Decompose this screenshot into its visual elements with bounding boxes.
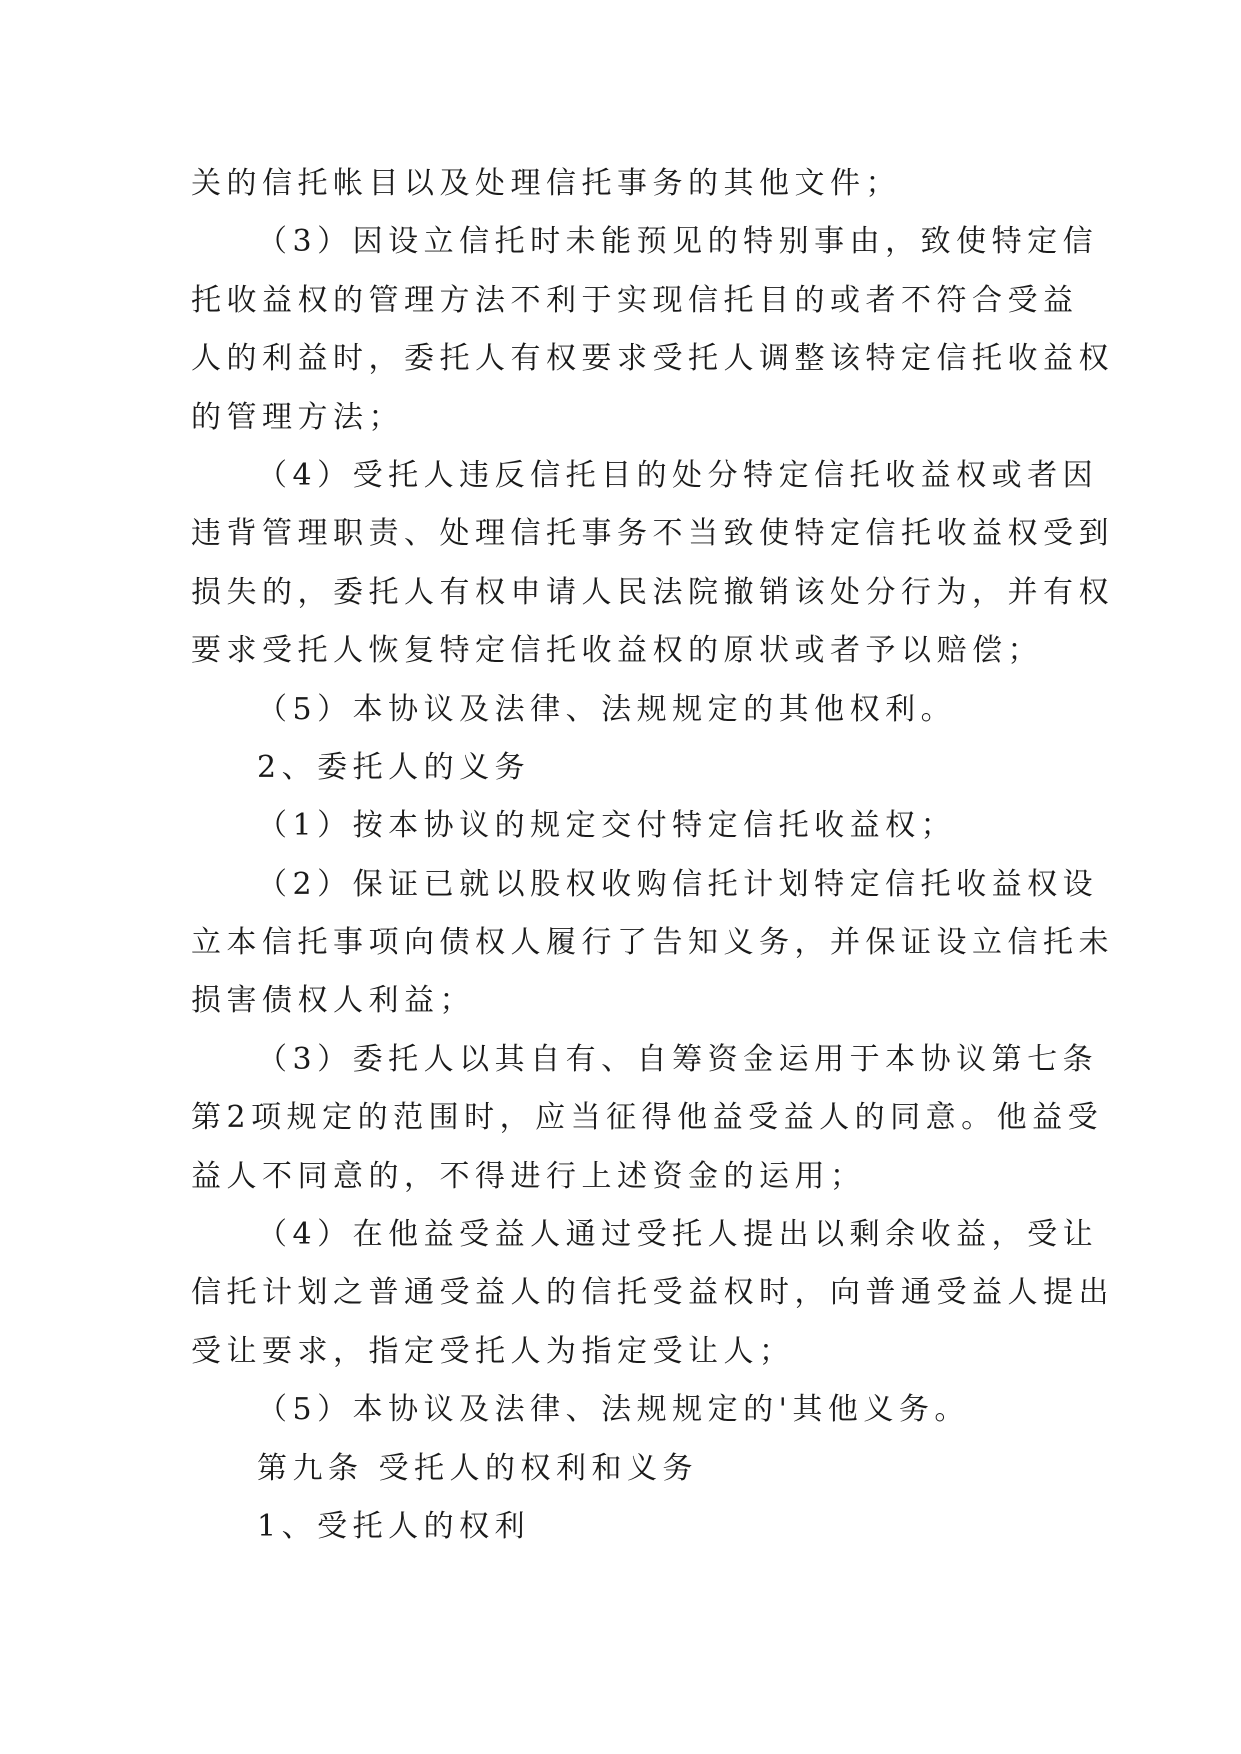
text-line: 信托计划之普通受益人的信托受益权时，向普通受益人提出 [191,1275,1114,1311]
text-line: （5）本协议及法律、法规规定的其他权利。 [257,691,957,727]
text-line: 第2项规定的范围时，应当征得他益受益人的同意。他益受 [191,1100,1104,1136]
text-line: （4）在他益受益人通过受托人提出以剩余收益，受让 [257,1217,1099,1253]
text-line: （5）本协议及法律、法规规定的'其他义务。 [257,1392,970,1428]
text-line: 立本信托事项向债权人履行了告知义务，并保证设立信托未 [191,925,1114,961]
text-line: 关的信托帐目以及处理信托事务的其他文件； [191,166,901,201]
text-line: 益人不同意的，不得进行上述资金的运用； [191,1158,866,1194]
text-line: 损害债权人利益； [191,983,475,1019]
section-heading: 2、委托人的义务 [257,749,531,785]
text-line: 的管理方法； [191,399,404,435]
text-line: （2）保证已就以股权收购信托计划特定信托收益权设 [257,866,1099,902]
section-heading: 1、受托人的权利 [257,1508,531,1544]
article-heading: 第九条 受托人的权利和义务 [257,1450,699,1486]
text-line: （3）委托人以其自有、自筹资金运用于本协议第七条 [257,1041,1099,1077]
text-line: 托收益权的管理方法不利于实现信托目的或者不符合受益 [191,282,1079,318]
text-line: （1）按本协议的规定交付特定信托收益权； [257,808,957,844]
text-line: 受让要求，指定受托人为指定受让人； [191,1333,795,1369]
text-line: 要求受托人恢复特定信托收益权的原状或者予以赔偿； [191,633,1043,669]
document-body [191,155,1114,1556]
text-line: 违背管理职责、处理信托事务不当致使特定信托收益权受到 [191,516,1114,552]
text-line: 人的利益时，委托人有权要求受托人调整该特定信托收益权 [191,341,1114,377]
text-line: 损失的，委托人有权申请人民法院撤销该处分行为，并有权 [191,574,1114,610]
text-line: （4）受托人违反信托目的处分特定信托收益权或者因 [257,457,1099,493]
text-line: （3）因设立信托时未能预见的特别事由，致使特定信 [257,224,1099,260]
